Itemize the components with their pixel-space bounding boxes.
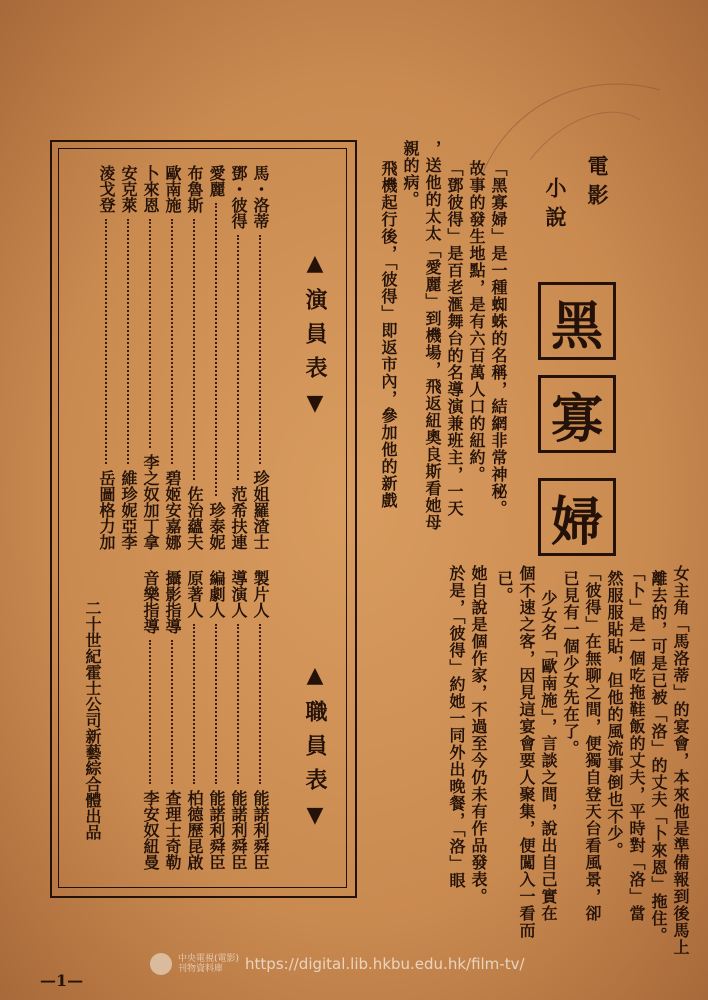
leader-dots [237,235,239,480]
cast-actor: 珍姐羅渣士 [251,470,270,550]
crew-heading: ▲職員表▼ [302,662,328,840]
synopsis-bottom-line: 已見有一個少女先在了。 [561,570,580,757]
cast-role: 布魯斯 [185,165,204,213]
cast-row [230,165,246,550]
leader-dots [215,203,217,496]
genre-label [526,155,620,245]
cast-role: 淩戈登 [97,165,116,213]
synopsis-top-line: 「鄧彼得」是百老滙舞台的名導演兼班主，一天 [445,160,464,517]
leader-dots [149,640,151,784]
synopsis-top-line: 故事的發生地點，是有六百萬人口的紐約。 [467,160,486,483]
cast-role: 卜來恩 [141,165,160,213]
crew-name: 能諾利舜臣 [207,790,226,870]
cast-role: 歐南施 [163,165,182,213]
leader-dots [193,624,195,784]
synopsis-top-line: 「黑寡婦」是一種蜘蛛的名稱，結網非常神秘。 [489,160,508,517]
leader-dots [105,219,107,464]
page-number: —1— [40,971,84,990]
leader-dots [193,219,195,480]
crew-row [164,570,180,870]
crew-role: 音樂指導 [141,570,160,634]
cast-row [120,165,136,550]
synopsis-bottom-line: 「卜」是一個吃拖鞋飯的丈夫，平時對「洛」當 [627,565,646,922]
leader-dots [215,624,217,784]
synopsis-bottom-line: 少女名「歐南施」，言談之間，說出自己實在 [539,590,558,922]
cast-actor: 珍泰妮 [207,502,226,550]
synopsis-bottom-line: 離去的，可是已被「洛」的丈夫「卜來恩」拖住。 [649,570,668,944]
cast-actor: 碧姬安嘉娜 [163,470,182,550]
synopsis-bottom-line: 個不速之客，因見這宴會要人聚集，便闖入一看而 [517,565,536,939]
synopsis-bottom-line: 然服服貼貼，但他的風流事倒也不少。 [605,570,624,859]
cast-row [164,165,180,550]
crew-name: 能諾利舜臣 [229,790,248,870]
cast-row [142,165,158,550]
cast-role: 安克萊 [119,165,138,213]
synopsis-top-line: ，送他的太太「愛麗」到機場，飛返紐奧良斯看她母 [423,140,442,531]
title-char-3: 婦 [538,478,616,556]
synopsis-bottom-line: 已。 [495,570,514,604]
crew-role: 導演人 [229,570,248,618]
watermark [150,951,570,977]
genre-label-novel: 小說 [543,177,568,235]
crew-role: 攝影指導 [163,570,182,634]
synopsis-top-line: 親的病。 [401,140,420,208]
crew-row [208,570,224,870]
leader-dots [237,624,239,784]
synopsis-bottom-line: 「彼得」在無聊之間，便獨自登天台看風景，卻 [583,565,602,922]
cast-row [208,165,224,550]
cast-actor: 佐治蘊夫 [185,486,204,550]
crew-name: 柏德歷昆啟 [185,790,204,870]
crew-role: 編劇人 [207,570,226,618]
cast-row [186,165,202,550]
synopsis-bottom-line: 於是，「彼得」約她一同外出晚餐，「洛」眼 [447,565,466,889]
crew-row [142,570,158,870]
cast-actor: 李之奴加丁拿 [141,454,160,550]
leader-dots [171,219,173,464]
leader-dots [171,640,173,784]
synopsis-bottom-line: 她自說是個作家，不過至今仍未有作品發表。 [469,565,488,905]
crew-name: 李安奴紐曼 [141,790,160,870]
cast-role: 愛麗 [207,165,226,197]
crew-role: 製片人 [251,570,270,618]
producer-credit: 二十世紀霍士公司新藝綜合體出品 [83,600,102,840]
crew-row [252,570,268,870]
title-char-1: 黑 [538,282,616,360]
watermark-org-2: 刊物資料庫 [178,964,224,974]
crew-role: 原著人 [185,570,204,618]
leader-dots [259,624,261,784]
cast-role: 馬・洛蒂 [251,165,270,229]
cast-actor: 維珍妮亞李 [119,470,138,550]
cast-actor: 范希扶連 [229,486,248,550]
leader-dots [259,235,261,464]
synopsis-top-line: 飛機起行後，「彼得」即返市內，參加他的新戲 [379,160,398,509]
title-char-2: 寡 [538,375,616,453]
leader-dots [127,219,129,464]
cast-heading: ▲演員表▼ [302,250,328,428]
crew-name: 能諾利舜臣 [251,790,270,870]
cast-row [252,165,268,550]
watermark-url: https://digital.lib.hkbu.edu.hk/film-tv/ [245,955,525,973]
genre-label-film: 電影 [585,155,610,213]
crew-row [230,570,246,870]
cast-role: 鄧・彼得 [229,165,248,229]
cast-actor: 岳圖格力加 [97,470,116,550]
cast-row [98,165,114,550]
crew-row [186,570,202,870]
watermark-org-1: 中央電視(電影) [178,954,240,964]
synopsis-bottom-line: 女主角「馬洛蒂」的宴會，本來他是準備報到後馬上 [671,565,690,956]
crew-name: 查理士奇勒 [163,790,182,870]
leader-dots [149,219,151,448]
watermark-logo-icon [150,953,172,975]
